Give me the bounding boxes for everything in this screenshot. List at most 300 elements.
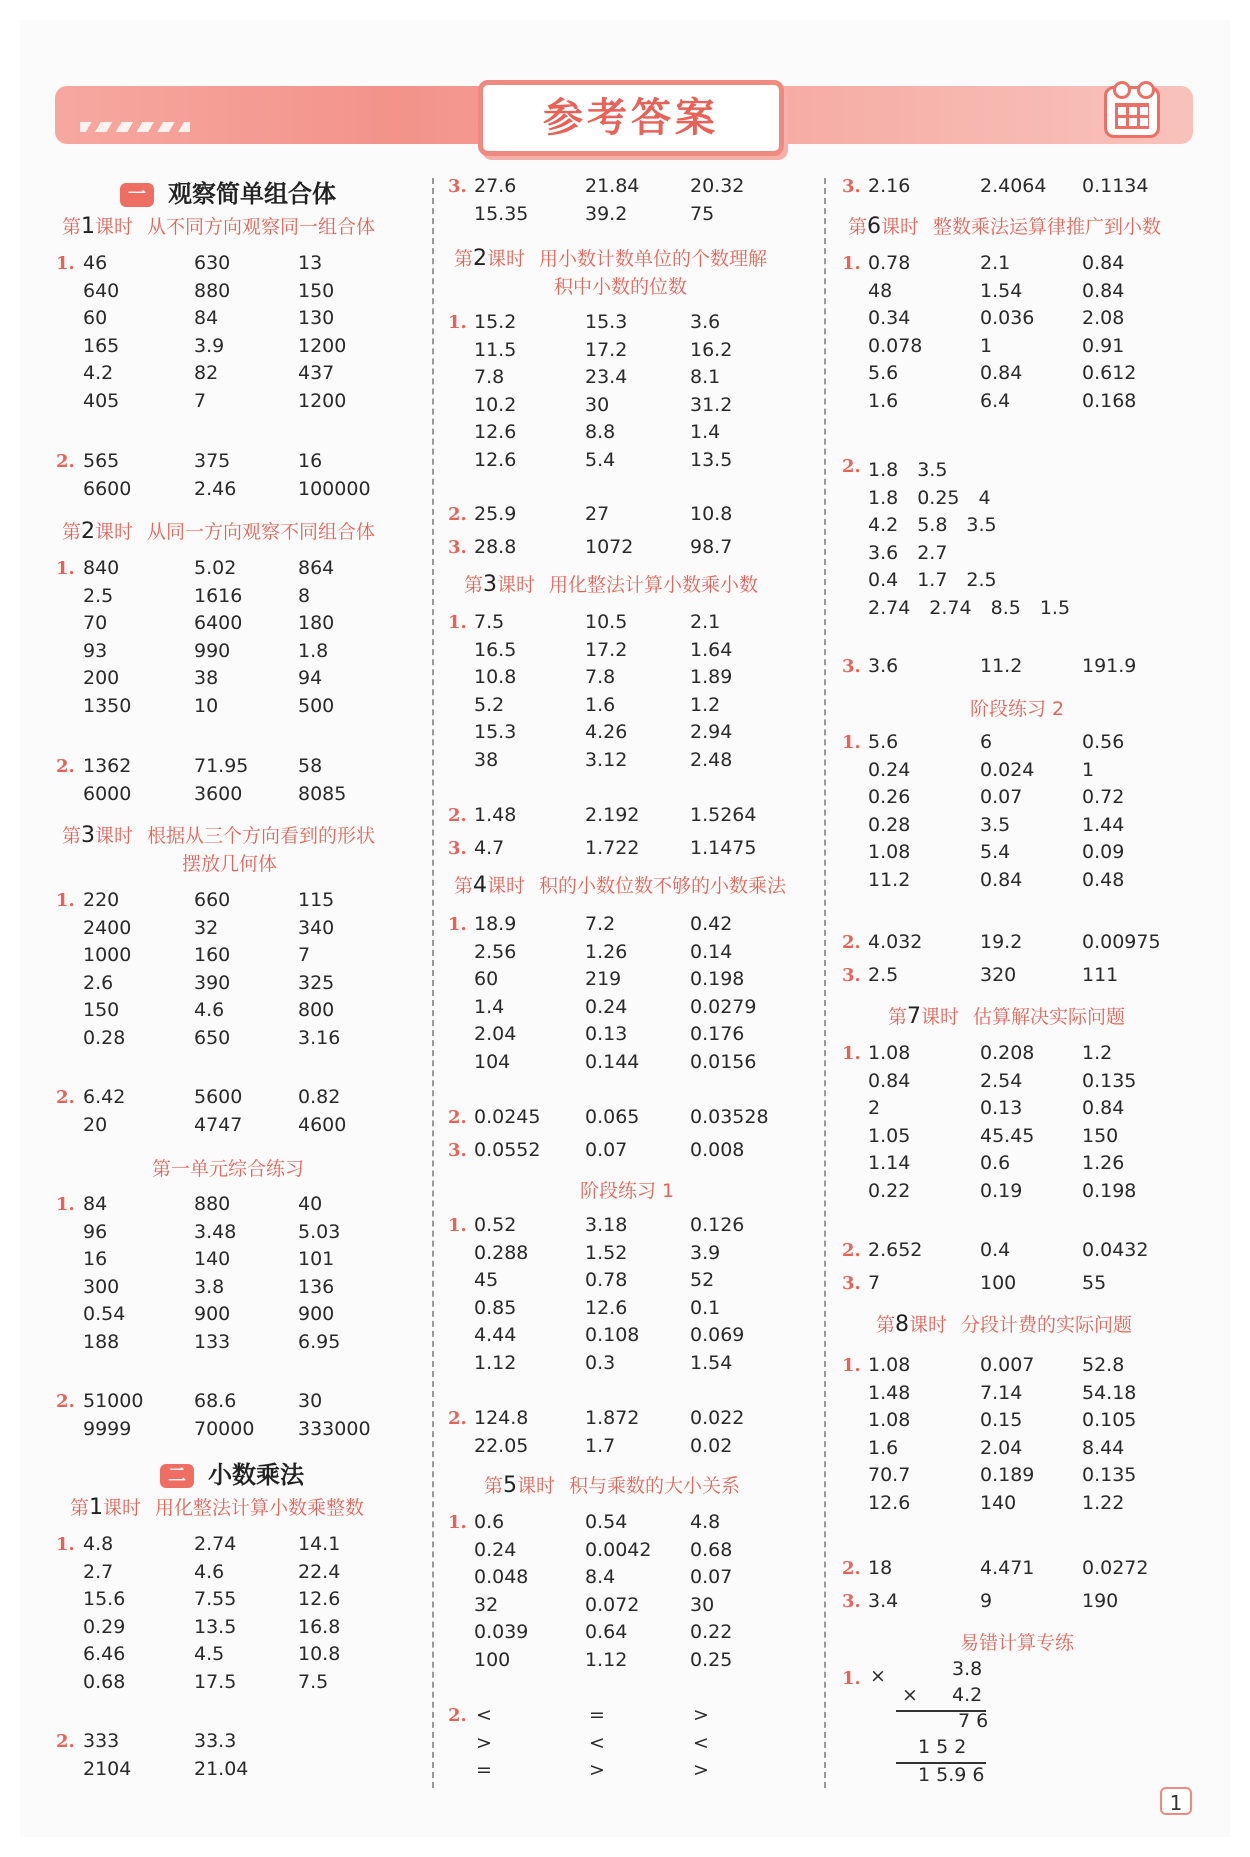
answer-value: 22.4 (298, 1560, 341, 1583)
answer-value: 1.08 (868, 1042, 911, 1064)
question-number: 1. (56, 558, 75, 579)
answer-value: 55 (1082, 1272, 1107, 1294)
answer-value: 3.16 (298, 1027, 341, 1049)
lesson-heading (70, 1494, 364, 1522)
answer-value: 27 (585, 503, 610, 525)
answer-value: 10.8 (298, 1643, 341, 1666)
column-divider (824, 178, 826, 1788)
answer-value: 0.048 (474, 1566, 529, 1589)
answer-value: 32 (474, 1593, 499, 1616)
unit-title: 小数乘法 (208, 1461, 304, 1489)
answer-value: 150 (298, 279, 335, 302)
lesson-title: 积的小数位数不够的小数乘法 (539, 875, 787, 897)
answer-value: 1.5264 (690, 804, 757, 826)
lesson-suffix: 课时 (909, 1314, 948, 1336)
answer-value: 0.0552 (474, 1139, 541, 1161)
answer-value: 9 (980, 1590, 993, 1612)
lesson-title: 用化整法计算小数乘小数 (549, 574, 759, 596)
lesson-number: 4 (473, 873, 488, 898)
lesson-title: 整数乘法运算律推广到小数 (933, 216, 1162, 238)
answer-value: 4.8 (690, 1511, 721, 1533)
lesson-number: 2 (81, 519, 96, 544)
answer-value: 8.4 (585, 1566, 616, 1589)
lesson-prefix: 第 (464, 574, 484, 596)
answer-value: 1.54 (690, 1352, 733, 1374)
answer-value: 4.2 (83, 362, 114, 385)
answer-value: 70 (83, 612, 108, 635)
answer-value: 7 (868, 1272, 881, 1294)
answer-value: 2.192 (585, 804, 640, 826)
answer-value: 2 (868, 1097, 881, 1120)
answer-value: 0.0432 (1082, 1239, 1149, 1261)
answer-value: 1072 (585, 536, 634, 558)
answer-value: 800 (298, 999, 335, 1022)
answer-value: 14.1 (298, 1533, 341, 1555)
answer-value: 140 (980, 1492, 1017, 1514)
answer-value: 3.18 (585, 1214, 628, 1236)
answer-value: 0.0245 (474, 1106, 541, 1128)
answer-value: 0.26 (868, 786, 911, 809)
answer-value: 565 (83, 450, 120, 472)
answer-value: 115 (298, 889, 335, 911)
answer-value: 13 (298, 252, 323, 274)
answer-value: 0.108 (585, 1324, 640, 1347)
question-number: 2. (842, 1558, 861, 1579)
answer-value: 1.89 (690, 666, 733, 689)
answer-value: 0.13 (585, 1023, 628, 1046)
answer-value: 0.84 (1082, 1097, 1125, 1120)
answer-value: 900 (298, 1303, 335, 1326)
answer-value: 0.82 (298, 1086, 341, 1108)
question-number: 2. (56, 1391, 75, 1412)
lesson-number: 5 (503, 1473, 518, 1498)
answer-value: 5.6 (868, 731, 899, 753)
answer-value: 12.6 (298, 1588, 341, 1611)
answer-value: 0.105 (1082, 1409, 1137, 1432)
answer-value: 4.6 (194, 999, 225, 1022)
answer-value: 3.6 (690, 311, 721, 333)
answer-value: 1.26 (1082, 1152, 1125, 1175)
answer-value: 4.471 (980, 1557, 1035, 1579)
answer-value: 3.12 (585, 749, 628, 771)
answer-value: 100 (474, 1649, 511, 1671)
answer-value: 15.6 (83, 1588, 126, 1611)
answer-value: 12.6 (474, 449, 517, 471)
answer-value: 3600 (194, 782, 243, 805)
answer-value: 1.8 0.25 4 (868, 486, 991, 509)
answer-value: 0.008 (690, 1139, 745, 1161)
answer-value: 7.14 (980, 1381, 1023, 1404)
answer-value: = (589, 1704, 605, 1726)
lesson-number: 7 (907, 1004, 922, 1029)
question-number: 3. (842, 1591, 861, 1612)
answer-value: 0.0042 (585, 1538, 652, 1561)
answer-value: 6 (980, 731, 993, 753)
answer-value: 10.8 (474, 666, 517, 689)
answer-value: 52 (690, 1269, 715, 1292)
lesson-number: 3 (81, 823, 96, 848)
answer-value: 0.024 (980, 758, 1035, 781)
answer-value: 220 (83, 889, 120, 911)
answer-value: 0.612 (1082, 362, 1137, 385)
partial-product-2: 1 5 2 (918, 1736, 967, 1758)
answer-value: 3.5 (980, 813, 1011, 836)
answer-value: 2.74 2.74 8.5 1.5 (868, 597, 1071, 619)
answer-value: 51000 (83, 1390, 144, 1412)
answer-value: 0.198 (690, 968, 745, 991)
answer-value: 124.8 (474, 1407, 529, 1429)
answer-value: 1.4 (474, 995, 505, 1018)
answer-value: 0.039 (474, 1621, 529, 1644)
answer-value: 900 (194, 1303, 231, 1326)
answer-value: 4747 (194, 1113, 243, 1136)
question-number: 1. (842, 1668, 861, 1689)
answer-value: 0.0279 (690, 995, 757, 1018)
question-number: 3. (842, 965, 861, 986)
answer-value: 0.29 (83, 1615, 126, 1638)
answer-value: 17.5 (194, 1671, 237, 1693)
lesson-suffix: 课时 (95, 216, 134, 238)
answer-value: 15.2 (474, 311, 517, 333)
answer-value: 10 (194, 695, 219, 717)
answer-value: 1.26 (585, 940, 628, 963)
answer-value: 880 (194, 279, 231, 302)
answer-value: 101 (298, 1248, 335, 1271)
lesson-suffix: 课时 (103, 1497, 142, 1519)
question-number: 2. (56, 756, 75, 777)
lesson-heading (848, 213, 1161, 241)
lesson-prefix: 第 (454, 875, 474, 897)
answer-value: 12.6 (585, 1296, 628, 1319)
answer-value: 375 (194, 450, 231, 472)
answer-value: 6000 (83, 782, 132, 805)
answer-value: 7.55 (194, 1588, 237, 1611)
answer-value: 111 (1082, 964, 1119, 986)
answer-value: 0.24 (868, 758, 911, 781)
answer-value: 1.2 (1082, 1042, 1113, 1064)
question-number: 1. (448, 312, 467, 333)
multiplier: 4.2 (952, 1684, 983, 1706)
answer-value: 45.45 (980, 1124, 1035, 1147)
answer-value: 16.5 (474, 638, 517, 661)
answer-value: 0.34 (868, 307, 911, 330)
answer-value: 0.6 (980, 1152, 1011, 1175)
answer-value: 12.6 (868, 1492, 911, 1514)
answer-value: 16.2 (690, 338, 733, 361)
answer-value: 2.04 (980, 1436, 1023, 1459)
question-number: 2. (448, 1107, 467, 1128)
answer-value: 13.5 (194, 1615, 237, 1638)
answer-value: 0.84 (980, 869, 1023, 891)
lesson-prefix: 第 (62, 216, 82, 238)
answer-value: 11.2 (980, 655, 1023, 677)
answer-value: 6.4 (980, 390, 1011, 412)
answer-value: 0.135 (1082, 1069, 1137, 1092)
answer-value: 340 (298, 916, 335, 939)
answer-value: 2.48 (690, 749, 733, 771)
answer-value: 0.189 (980, 1464, 1035, 1487)
answer-value: 8 (298, 584, 311, 607)
lesson-title-line2: 摆放几何体 (182, 853, 278, 875)
answer-value: 650 (194, 1027, 231, 1049)
answer-value: 2.1 (980, 252, 1011, 274)
answer-value: 0.24 (585, 995, 628, 1018)
answer-value: 1.08 (868, 1409, 911, 1432)
answer-value: 1.54 (980, 279, 1023, 302)
lesson-prefix: 第 (454, 248, 474, 270)
answer-value: 11.2 (868, 869, 911, 891)
answer-value: 0.68 (690, 1538, 733, 1561)
answer-value: 2400 (83, 916, 132, 939)
lesson-number: 6 (867, 214, 882, 239)
lesson-prefix: 第 (70, 1497, 90, 1519)
answer-value: 6600 (83, 477, 132, 500)
answer-value: 20 (83, 1113, 108, 1136)
lesson-title: 从不同方向观察同一组合体 (147, 216, 376, 238)
answer-value: 0.56 (1082, 731, 1125, 753)
unit-badge: 二 (160, 1464, 194, 1488)
answer-value: 1200 (298, 390, 347, 412)
answer-value: 0.03528 (690, 1106, 769, 1128)
answer-value: 0.84 (1082, 279, 1125, 302)
question-number: 1. (842, 1043, 861, 1064)
answer-value: 82 (194, 362, 219, 385)
answer-value: 0.24 (474, 1538, 517, 1561)
wrong-mark: × (870, 1665, 886, 1687)
answer-value: 0.036 (980, 307, 1035, 330)
question-number: 2. (842, 932, 861, 953)
answer-value: 1.48 (868, 1381, 911, 1404)
answer-value: = (476, 1759, 492, 1782)
lesson-title: 用化整法计算小数乘整数 (155, 1497, 365, 1519)
answer-value: 0.22 (690, 1621, 733, 1644)
answer-value: 0.28 (868, 813, 911, 836)
answer-value: 0.168 (1082, 390, 1137, 412)
answer-value: > (693, 1759, 709, 1782)
answer-value: 2.54 (980, 1069, 1023, 1092)
answer-value: 30 (690, 1593, 715, 1616)
question-number: 1. (448, 1215, 467, 1236)
multiply-sign: × (902, 1684, 918, 1706)
section-heading: 第一单元综合练习 (152, 1158, 305, 1180)
answer-value: 2.56 (474, 940, 517, 963)
answer-value: 0.84 (868, 1069, 911, 1092)
answer-value: > (589, 1759, 605, 1782)
answer-value: 4.26 (585, 721, 628, 744)
answer-value: 0.85 (474, 1296, 517, 1319)
answer-value: 58 (298, 755, 323, 777)
question-number: 1. (56, 253, 75, 274)
answer-value: 0.069 (690, 1324, 745, 1347)
answer-value: 990 (194, 639, 231, 662)
lesson-heading (484, 1472, 740, 1500)
question-number: 1. (842, 1355, 861, 1376)
answer-value: 0.54 (83, 1303, 126, 1326)
question-number: 3. (842, 1273, 861, 1294)
answer-value: 219 (585, 968, 622, 991)
answer-value: 3.6 (868, 655, 899, 677)
lesson-number: 1 (81, 214, 96, 239)
question-number: 1. (842, 732, 861, 753)
lesson-heading (454, 245, 768, 298)
answer-value: 100 (980, 1272, 1017, 1294)
answer-value: 325 (298, 971, 335, 994)
answer-value: 18 (868, 1557, 893, 1579)
answer-value: 333 (83, 1730, 120, 1752)
answer-value: 0.54 (585, 1511, 628, 1533)
answer-value: 11.5 (474, 338, 517, 361)
answer-value: 0.1 (690, 1296, 721, 1319)
answer-value: 1362 (83, 755, 132, 777)
question-number: 2. (842, 1240, 861, 1261)
answer-value: 1.22 (1082, 1492, 1125, 1514)
answer-value: 1.64 (690, 638, 733, 661)
answer-value: 840 (83, 557, 120, 579)
answer-value: 0.6 (474, 1511, 505, 1533)
multiplicand: 3.8 (952, 1658, 983, 1680)
lesson-suffix: 课时 (487, 248, 526, 270)
question-number: 2. (448, 504, 467, 525)
answer-value: 45 (474, 1269, 499, 1292)
answer-value: 320 (980, 964, 1017, 986)
answer-value: 130 (298, 307, 335, 330)
answer-value: 1.6 (585, 693, 616, 716)
answer-value: 1.52 (585, 1241, 628, 1264)
answer-value: 15.3 (585, 311, 628, 333)
answer-value: 5.6 (868, 362, 899, 385)
lesson-suffix: 课时 (517, 1475, 556, 1497)
answer-value: 2.7 (83, 1560, 114, 1583)
answer-value: 84 (194, 307, 219, 330)
question-number: 2. (842, 456, 861, 477)
answer-value: 2.5 (83, 584, 114, 607)
answer-value: 2.94 (690, 721, 733, 744)
answer-value: 3.9 (194, 334, 225, 357)
answer-value: 0.1134 (1082, 175, 1149, 197)
answer-value: 1.872 (585, 1407, 640, 1429)
answer-value: 98.7 (690, 536, 733, 558)
answer-value: 8.8 (585, 421, 616, 444)
answer-value: 2.16 (868, 175, 911, 197)
lesson-prefix: 第 (62, 521, 82, 543)
answer-value: 54.18 (1082, 1381, 1137, 1404)
answer-value: 1.722 (585, 837, 640, 859)
answer-value: 1.48 (474, 804, 517, 826)
answer-value: 0.0156 (690, 1051, 757, 1073)
answer-value: 1.12 (585, 1649, 628, 1671)
answer-value: 0.0272 (1082, 1557, 1149, 1579)
answer-value: < (476, 1704, 492, 1726)
answer-value: 100000 (298, 477, 371, 500)
answer-value: 1.6 (868, 1436, 899, 1459)
answer-value: 15.35 (474, 202, 529, 225)
answer-value: 0.78 (585, 1269, 628, 1292)
question-number: 2. (56, 1731, 75, 1752)
section-heading: 阶段练习 1 (580, 1180, 675, 1202)
lesson-title: 分段计费的实际问题 (961, 1314, 1133, 1336)
answer-value: 0.022 (690, 1407, 745, 1429)
lesson-prefix: 第 (848, 216, 868, 238)
answer-value: 3.48 (194, 1220, 237, 1243)
answer-value: 70.7 (868, 1464, 911, 1487)
answer-value: 1.8 3.5 (868, 459, 948, 481)
answer-value: 1350 (83, 695, 132, 717)
lesson-title: 用小数计数单位的个数理解 (539, 248, 768, 270)
lesson-prefix: 第 (484, 1475, 504, 1497)
answer-value: 1.08 (868, 1354, 911, 1376)
answer-value: 6.95 (298, 1331, 341, 1353)
answer-value: 1.1475 (690, 837, 757, 859)
question-number: 2. (56, 1087, 75, 1108)
question-number: 1. (448, 612, 467, 633)
answer-value: 133 (194, 1331, 231, 1353)
question-number: 1. (448, 914, 467, 935)
product-result: 1 5.9 6 (918, 1764, 985, 1786)
answer-value: 191.9 (1082, 655, 1137, 677)
answer-value: 0.13 (980, 1097, 1023, 1120)
answer-value: 200 (83, 667, 120, 690)
answer-value: 0.68 (83, 1671, 126, 1693)
answer-value: 0.07 (690, 1566, 733, 1589)
answer-value: 30 (585, 393, 610, 416)
answer-value: 52.8 (1082, 1354, 1125, 1376)
answer-value: 333000 (298, 1417, 371, 1440)
answer-value: 12.6 (474, 421, 517, 444)
answer-value: 19.2 (980, 931, 1023, 953)
answer-value: 0.84 (1082, 252, 1125, 274)
answer-value: 1.08 (868, 841, 911, 864)
lesson-title: 根据从三个方向看到的形状 (147, 825, 376, 847)
answer-value: 20.32 (690, 175, 745, 197)
page-title: 参考答案 (543, 95, 719, 141)
lesson-title: 估算解决实际问题 (973, 1006, 1126, 1028)
answer-value: 2.08 (1082, 307, 1125, 330)
answer-value: 0.144 (585, 1051, 640, 1073)
question-number: 1. (842, 253, 861, 274)
question-number: 2. (448, 1408, 467, 1429)
answer-value: 0.3 (585, 1352, 616, 1374)
answer-value: 9999 (83, 1417, 132, 1440)
lesson-heading (454, 872, 786, 900)
answer-value: 1.12 (474, 1352, 517, 1374)
answer-value: 40 (298, 1193, 323, 1215)
answer-value: 70000 (194, 1417, 255, 1440)
answer-value: 21.04 (194, 1757, 249, 1780)
answer-value: 880 (194, 1193, 231, 1215)
lesson-title-line2: 积中小数的位数 (554, 276, 688, 298)
answer-value: 4.7 (474, 837, 505, 859)
answer-value: 0.065 (585, 1106, 640, 1128)
lesson-heading (876, 1311, 1132, 1339)
answer-value: 2.5 (868, 964, 899, 986)
answer-value: 0.22 (868, 1180, 911, 1202)
answer-value: 94 (298, 667, 323, 690)
answer-value: 7.5 (474, 611, 505, 633)
answer-value: < (693, 1731, 709, 1754)
answer-value: 140 (194, 1248, 231, 1271)
question-number: 2. (56, 451, 75, 472)
answer-value: 0.00975 (1082, 931, 1161, 953)
answer-value: 640 (83, 279, 120, 302)
answer-value: 180 (298, 612, 335, 635)
question-number: 3. (842, 176, 861, 197)
answer-value: 8.1 (690, 366, 721, 389)
answer-value: 0.288 (474, 1241, 529, 1264)
answer-value: 6400 (194, 612, 243, 635)
answer-value: > (476, 1731, 492, 1754)
answer-value: 7.2 (585, 913, 616, 935)
answer-value: 1000 (83, 944, 132, 967)
